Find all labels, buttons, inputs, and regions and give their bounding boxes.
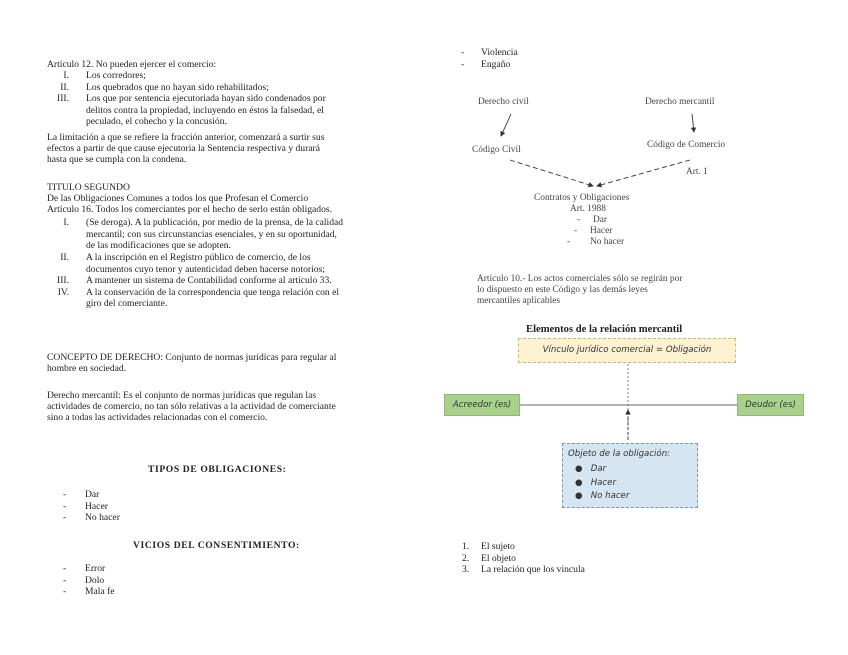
list-number: I.	[63, 217, 69, 228]
tipos-heading: TIPOS DE OBLIGACIONES:	[148, 464, 287, 475]
dash-bullet: -	[63, 489, 67, 500]
vinculo-box	[518, 338, 736, 363]
paragraph-line: efectos a partir de que cause ejecutoria la Sentencia respectiva y durará	[47, 143, 321, 155]
list-item: El sujeto	[481, 541, 515, 552]
codigo-civil-label: Código Civil	[472, 145, 521, 155]
list-number: 1.	[462, 541, 470, 552]
deudor-label: Deudor (es)	[745, 400, 796, 410]
list-number: 2.	[462, 552, 470, 564]
list-number: IV.	[57, 286, 69, 298]
list-item: Mala fe	[85, 586, 115, 597]
paragraph-line: actividades de comercio, no tan sólo relativas a la actividad de comerciante	[47, 401, 336, 413]
section-heading: TITULO SEGUNDO	[47, 182, 130, 193]
acreedor-box	[444, 394, 520, 416]
list-number: II.	[60, 81, 69, 93]
list-item: El objeto	[481, 552, 516, 564]
list-item: Dar	[85, 489, 100, 500]
dash-bullet: -	[63, 563, 67, 574]
list-item: Los corredores;	[86, 70, 146, 81]
list-item-cont: giro del comerciante.	[86, 298, 168, 309]
objeto-list	[575, 463, 629, 504]
section-subtitle: De las Obligaciones Comunes a todos los que Profesan el Comercio	[47, 193, 309, 205]
bullet: ●	[575, 491, 591, 501]
dash-bullet: -	[567, 237, 571, 247]
art16-title: Artículo 16. Todos los comerciantes por el hecho de serlo están obligados.	[47, 204, 333, 216]
list-item: No hacer	[590, 237, 625, 247]
paragraph-line: Artículo 10.- Los actos comerciales sólo se regirán por	[477, 274, 683, 284]
list-item: (Se deroga). A la publicación, por medio de la prensa, de la calidad	[86, 217, 344, 228]
vinculo-label: Vínculo jurídico comercial = Obligación	[542, 345, 712, 355]
list-item-row	[575, 490, 629, 504]
list-item: Hacer	[590, 477, 616, 488]
list-item: Violencia	[481, 47, 518, 58]
dash-bullet: -	[63, 586, 67, 597]
list-item: No hacer	[85, 512, 120, 523]
objeto-box	[562, 443, 698, 508]
dash-bullet: -	[577, 215, 581, 225]
list-item: No hacer	[590, 491, 630, 501]
paragraph-line: hasta que se cumpla con la condena.	[47, 154, 187, 166]
list-item-cont: mercantil; con sus circunstancias esenciales, y en su oportunidad,	[86, 228, 337, 240]
dash-bullet: -	[63, 574, 67, 586]
list-item-cont: documentos cuyo tenor y autenticidad deben hacerse notorios;	[86, 263, 325, 275]
paragraph-line: La limitación a que se refiere la fracción anterior, comenzará a surtir sus	[47, 132, 325, 143]
vicios-heading: VICIOS DEL CONSENTIMIENTO:	[133, 540, 300, 551]
list-item-row	[575, 463, 629, 477]
paragraph-line: hombre en sociedad.	[47, 363, 127, 375]
list-item: Dar	[593, 215, 608, 225]
acreedor-label: Acreedor (es)	[452, 400, 512, 410]
art1988-label: Art. 1988	[570, 204, 606, 214]
list-item: A mantener un sistema de Contabilidad conforme al artículo 33.	[86, 275, 332, 286]
paragraph-line: sino a todas las actividades relacionadas con el comercio.	[47, 412, 268, 424]
list-item: Los que por sentencia ejecutoriada hayan sido condenados por	[86, 93, 326, 104]
list-item: Engaño	[481, 58, 511, 70]
list-number: II.	[60, 252, 69, 263]
bullet: ●	[575, 464, 591, 474]
paragraph-line: mercantiles aplicables	[477, 296, 561, 307]
list-item: Dolo	[85, 574, 105, 586]
list-item-cont: delitos contra la propiedad, incluyendo en éstos la falsedad, el	[86, 104, 324, 116]
list-item: Error	[85, 563, 106, 574]
deudor-box	[737, 394, 804, 416]
paragraph-line: Derecho mercantil: Es el conjunto de normas jurídicas que regulan las	[47, 390, 317, 401]
art1-label: Art. 1	[686, 167, 708, 177]
paragraph-line: CONCEPTO DE DERECHO: Conjunto de normas jurídicas para regular al	[47, 352, 337, 363]
codigo-comercio-label: Código de Comercio	[647, 140, 726, 150]
dash-bullet: -	[461, 47, 465, 58]
bullet: ●	[575, 477, 591, 488]
list-item: Dar	[590, 464, 607, 474]
list-item-row	[575, 477, 629, 491]
derecho-mercantil-label: Derecho mercantil	[645, 97, 715, 107]
elementos-numbered-list	[462, 541, 662, 577]
list-number: III.	[57, 275, 69, 286]
elementos-title: Elementos de la relación mercantil	[526, 324, 683, 335]
list-item: Hacer	[590, 226, 613, 236]
list-item-cont: peculado, el cohecho y la concusión.	[86, 116, 227, 127]
dash-bullet: -	[461, 58, 465, 70]
derecho-civil-label: Derecho civil	[478, 97, 529, 107]
objeto-title: Objeto de la obligación:	[568, 449, 671, 459]
list-item: Hacer	[85, 500, 108, 512]
list-number: III.	[57, 93, 69, 104]
dash-bullet: -	[574, 226, 578, 236]
list-number: 3.	[462, 564, 470, 575]
list-number: I.	[63, 70, 69, 81]
list-item: A la conservación de la correspondencia que tenga relación con el	[86, 286, 340, 298]
list-item: A la inscripción en el Registro público de comercio, de los	[86, 252, 311, 263]
paragraph-line: lo dispuesto en este Código y las demás leyes	[477, 285, 648, 296]
list-item: Los quebrados que no hayan sido rehabilitados;	[86, 81, 269, 93]
contratos-label: Contratos y Obligaciones	[534, 193, 630, 203]
dash-bullet: -	[63, 512, 67, 523]
art12-title: Artículo 12. No pueden ejercer el comercio:	[47, 59, 217, 70]
list-item-cont: de las modificaciones que se adopten.	[86, 240, 231, 251]
dash-bullet: -	[63, 500, 67, 512]
list-item: La relación que los vincula	[481, 564, 585, 575]
